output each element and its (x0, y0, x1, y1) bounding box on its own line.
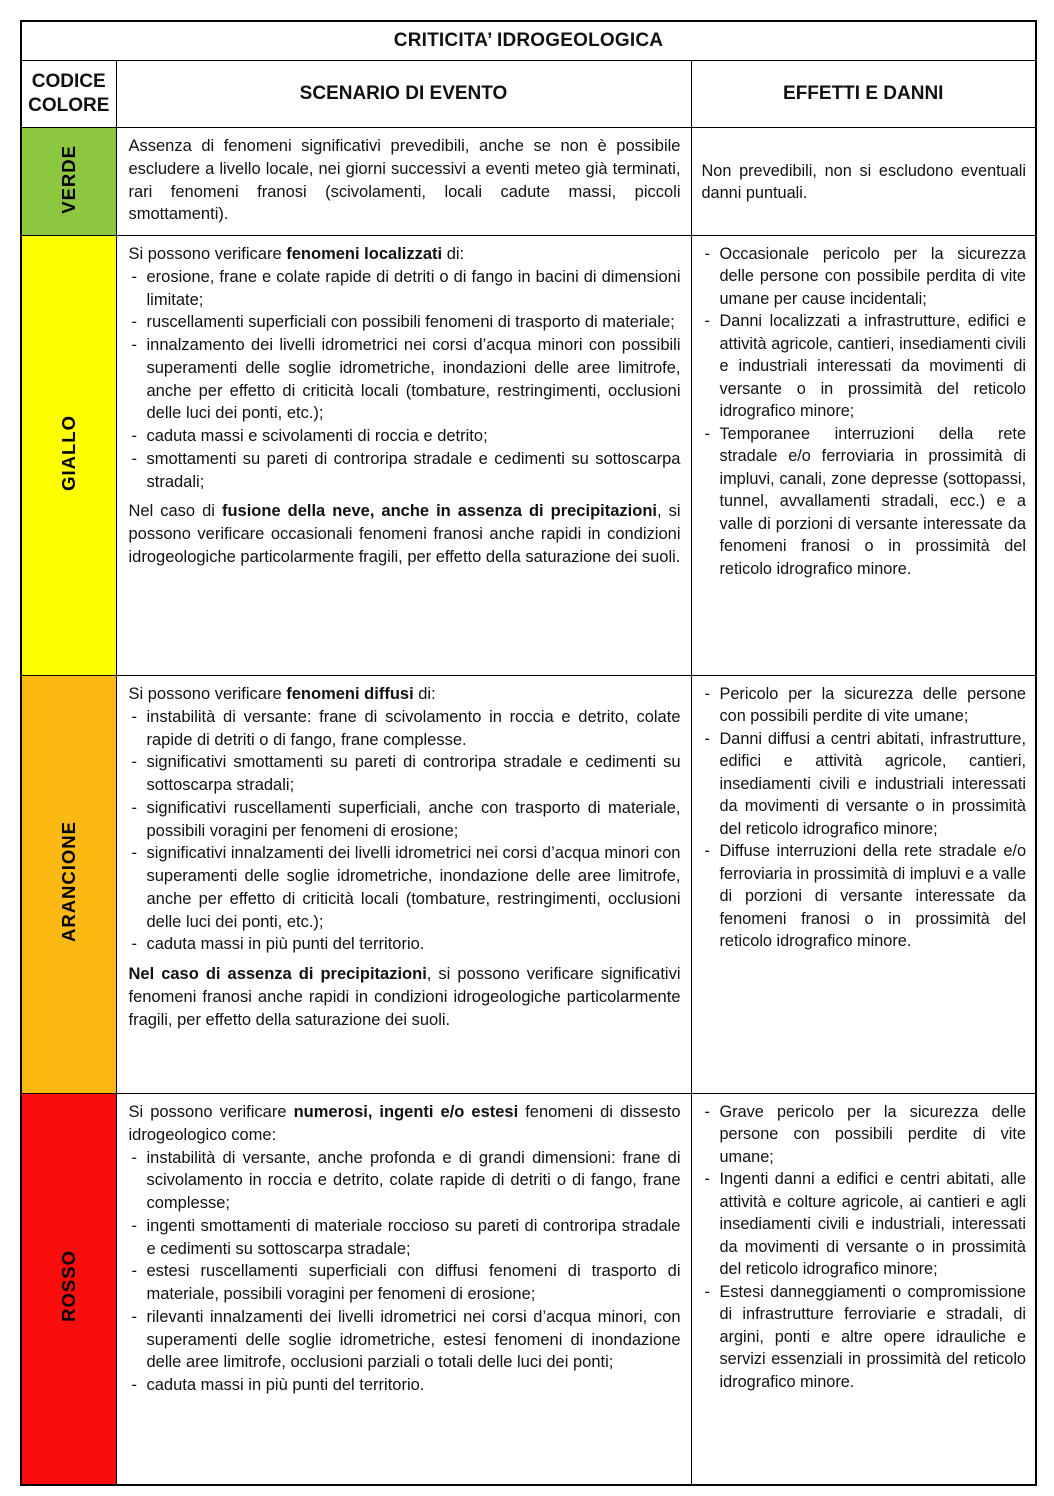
bullet-item: - ruscellamenti superficiali con possibili fenomeni di trasporto di materiale; (129, 311, 681, 334)
color-label-rosso: ROSSO (57, 1250, 79, 1323)
bullet-item: - Occasionale pericolo per la sicurezza delle persone con possibile perdita di vite umane per cause incidentali; (702, 243, 1027, 310)
criticita-idrogeologica-table (20, 20, 1037, 1486)
scenario-cell-rosso (116, 1094, 691, 1485)
bullet-item: - instabilità di versante, anche profonda e di grandi dimensioni: frane di scivolamento in roccia e detrito, colate rapide di detriti o di fango, frane complesse; (129, 1147, 681, 1215)
effects-cell-arancione (691, 676, 1036, 1094)
effects-bullet-list-rosso (702, 1101, 1027, 1393)
bullet-item: - caduta massi in più punti del territorio. (129, 933, 681, 956)
bullet-item: - significativi ruscellamenti superficiali, anche con trasporto di materiale, possibili voragini per fenomeni di erosione; (129, 797, 681, 843)
row-rosso (21, 1094, 1036, 1485)
bullet-item: - significativi smottamenti su pareti di controripa stradale e cedimenti su sottoscarpa stradali; (129, 751, 681, 797)
column-header-effetti: EFFETTI E DANNI (691, 61, 1036, 128)
bullet-item: - Grave pericolo per la sicurezza delle persone con possibili perdite di vite umane; (702, 1101, 1027, 1168)
scenario-bullet-list-arancione (129, 706, 681, 956)
color-cell-verde (21, 128, 116, 236)
scenario-cell-verde (116, 128, 691, 236)
scenario-bullet-list-rosso (129, 1147, 681, 1397)
bullet-item: - ingenti smottamenti di materiale roccioso su pareti di controripa stradale e cedimenti su sottoscarpa stradale; (129, 1215, 681, 1261)
bullet-item: - Pericolo per la sicurezza delle persone con possibili perdite di vite umane; (702, 683, 1027, 728)
bullet-item: - caduta massi in più punti del territorio. (129, 1374, 681, 1397)
effects-bullet-list-giallo (702, 243, 1027, 580)
bullet-item: - Danni localizzati a infrastrutture, edifici e attività agricole, cantieri, insediamenti civili e industriali interessati da movimenti di versante o in prossimità del reticolo idrografico minore; (702, 310, 1027, 422)
bullet-item: - rilevanti innalzamenti dei livelli idrometrici nei corsi d’acqua minori, con superamenti delle soglie idrometriche, estesi fenomeni di inondazione delle aree limitrofe, occlusioni parziali o totali delle luci dei ponti; (129, 1306, 681, 1374)
scenario-footer-arancione: Nel caso di assenza di precipitazioni, si possono verificare significativi fenomeni franosi anche rapidi in condizioni idrogeologiche particolarmente fragili, per effetto della saturazione dei suoli. (128, 965, 681, 1029)
scenario-intro-arancione: Si possono verificare fenomeni diffusi di: (128, 685, 436, 703)
color-label-giallo: GIALLO (57, 415, 79, 491)
color-cell-rosso (21, 1094, 116, 1485)
bullet-item: - Danni diffusi a centri abitati, infrastrutture, edifici e attività agricole, cantieri, insediamenti civili e industriali interessati da movimenti di versante o in prossimità del reticolo idrografico minore; (702, 728, 1027, 840)
bullet-item: - erosione, frane e colate rapide di detriti o di fango in bacini di dimensioni limitate; (129, 266, 681, 312)
color-label-verde: VERDE (57, 144, 79, 214)
bullet-item: - Ingenti danni a edifici e centri abitati, alle attività e colture agricole, ai cantieri e agli insediamenti civili e industriali, interessati da movimenti di versante o in prossimità del reticolo idrografico minore; (702, 1168, 1027, 1280)
scenario-footer-giallo: Nel caso di fusione della neve, anche in assenza di precipitazioni, si possono verificare occasionali fenomeni franosi anche rapidi in condizioni idrogeologiche particolarmente fragili, per effetto della saturazione dei suoli. (128, 502, 681, 566)
bullet-item: - innalzamento dei livelli idrometrici nei corsi d’acqua minori con possibili superamenti delle soglie idrometriche, inondazioni delle aree limitrofe, anche per effetto di criticità locali (tombature, restringimenti, occlusioni delle luci dei ponti, etc.); (129, 334, 681, 425)
color-cell-arancione (21, 676, 116, 1094)
bullet-item: - smottamenti su pareti di controripa stradale e cedimenti su sottoscarpa stradali; (129, 448, 681, 494)
scenario-cell-giallo (116, 236, 691, 676)
effects-cell-rosso (691, 1094, 1036, 1485)
header-row (21, 61, 1036, 128)
effects-cell-giallo (691, 236, 1036, 676)
scenario-intro-rosso: Si possono verificare numerosi, ingenti e/o estesi fenomeni di dissesto idrogeologico come: (128, 1103, 681, 1144)
scenario-intro-giallo: Si possono verificare fenomeni localizzati di: (128, 245, 465, 263)
color-label-arancione: ARANCIONE (57, 821, 79, 943)
bullet-item: - Estesi danneggiamenti o compromissione di infrastrutture ferroviarie e stradali, di argini, ponti e altre opere idrauliche e servizi essenziali in prossimità del reticolo idrografico minore. (702, 1281, 1027, 1393)
row-giallo (21, 236, 1036, 676)
bullet-item: - caduta massi e scivolamenti di roccia e detrito; (129, 425, 681, 448)
bullet-item: - Diffuse interruzioni della rete stradale e/o ferroviaria in prossimità di impluvi e a valle di porzioni di versante interessate da fenomeni franosi o in prossimità del reticolo idrografico minore. (702, 840, 1027, 952)
table-title: CRITICITA’ IDROGEOLOGICA (21, 21, 1036, 61)
row-arancione (21, 676, 1036, 1094)
scenario-text-verde: Assenza di fenomeni significativi prevedibili, anche se non è possibile escludere a livello locale, nei giorni successivi a eventi meteo già terminati, rari fenomeni franosi (scivolamenti, locali cadute massi, piccoli smottamenti). (128, 137, 681, 224)
column-header-codice-colore: CODICE COLORE (21, 61, 116, 128)
scenario-bullet-list-giallo (129, 266, 681, 494)
bullet-item: - estesi ruscellamenti superficiali con diffusi fenomeni di trasporto di materiale, possibili voragini per fenomeni di erosione; (129, 1260, 681, 1306)
effects-text-verde: Non prevedibili, non si escludono eventuali danni puntuali. (701, 161, 1026, 202)
effects-cell-verde (691, 128, 1036, 236)
color-cell-giallo (21, 236, 116, 676)
bullet-item: - instabilità di versante: frane di scivolamento in roccia e detrito, colate rapide di detriti o di fango, frane complesse. (129, 706, 681, 752)
scenario-cell-arancione (116, 676, 691, 1094)
effects-bullet-list-arancione (702, 683, 1027, 953)
criticita-idrogeologica-table-wrap (20, 20, 1035, 1486)
row-verde (21, 128, 1036, 236)
column-header-scenario: SCENARIO DI EVENTO (116, 61, 691, 128)
bullet-item: - Temporanee interruzioni della rete stradale e/o ferroviaria in prossimità di impluvi, canali, zone depresse (sottopassi, tunnel, avvallamenti stradali, ecc.) e a valle di porzioni di versante interessate da fenomeni franosi o in prossimità del reticolo idrografico minore. (702, 423, 1027, 580)
bullet-item: - significativi innalzamenti dei livelli idrometrici nei corsi d’acqua minori con superamenti delle soglie idrometriche, inondazione delle aree limitrofe, anche per effetto di criticità locali (tombature, restringimenti, occlusioni delle luci dei ponti, etc.); (129, 842, 681, 933)
title-row (21, 21, 1036, 61)
